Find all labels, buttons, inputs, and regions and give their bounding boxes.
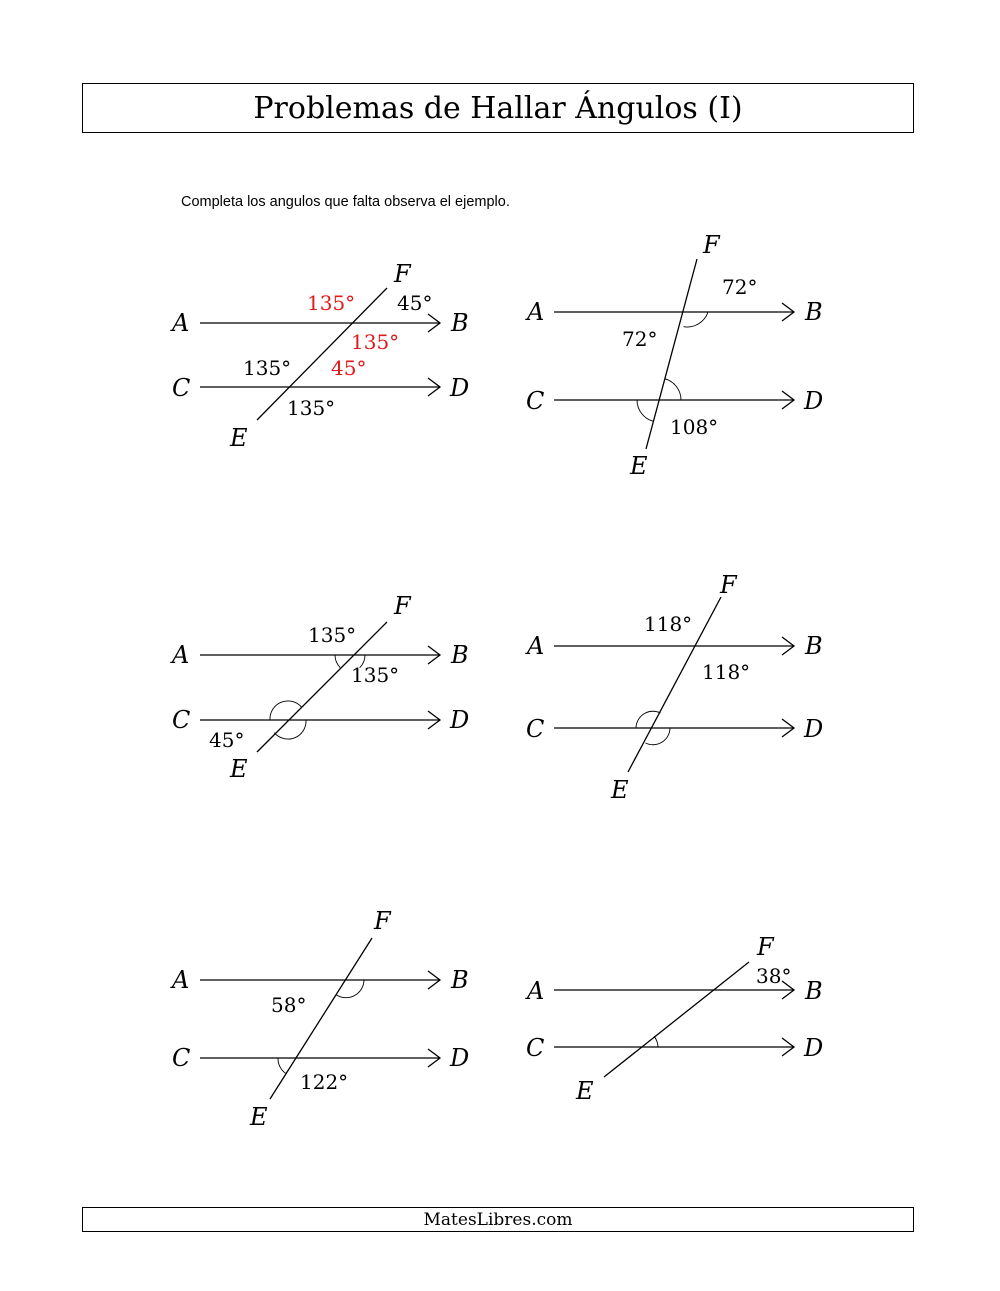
angle-arc [684, 312, 709, 327]
label-f: F [720, 571, 737, 599]
label-d: D [450, 706, 470, 734]
label-c: C [172, 706, 191, 734]
label-a: A [172, 309, 190, 337]
instructions: Completa los angulos que falta observa el ejemplo. [181, 194, 510, 210]
label-d: D [450, 1044, 470, 1072]
label-b: B [805, 977, 823, 1005]
label-f: F [394, 260, 411, 288]
problem-5-figure [170, 907, 469, 1131]
angle-arc [337, 980, 365, 998]
angle-arc [278, 1058, 286, 1073]
label-e: E [630, 452, 648, 480]
label-d: D [804, 715, 824, 743]
angle-arc [646, 728, 671, 745]
angle-arc [270, 701, 302, 720]
label-a: A [527, 632, 545, 660]
label-c: C [526, 387, 545, 415]
angle-label: 58° [271, 993, 307, 1017]
angle-label: 72° [622, 327, 658, 351]
label-c: C [526, 715, 545, 743]
label-e: E [611, 776, 629, 804]
angle-arc [654, 1036, 658, 1047]
problem-2-figure [525, 231, 823, 480]
label-a: A [527, 298, 545, 326]
problem-3-figure [170, 592, 469, 783]
footer: MatesLibres.com [82, 1207, 914, 1232]
problem-1-figure [170, 260, 469, 452]
angle-label: 45° [209, 728, 245, 752]
label-b: B [451, 641, 469, 669]
transversal-ef [604, 962, 749, 1077]
label-f: F [757, 933, 774, 961]
label-c: C [172, 374, 191, 402]
angle-label: 135° [351, 330, 400, 354]
label-e: E [250, 1103, 268, 1131]
label-f: F [374, 907, 391, 935]
angle-label: 72° [722, 275, 758, 299]
angle-label: 135° [287, 396, 336, 420]
label-b: B [451, 309, 469, 337]
label-d: D [804, 1034, 824, 1062]
label-c: C [526, 1034, 545, 1062]
label-b: B [805, 632, 823, 660]
label-a: A [172, 641, 190, 669]
angle-arc [335, 655, 340, 668]
angle-label: 135° [308, 623, 357, 647]
angle-label: 118° [644, 612, 693, 636]
angle-label: 135° [351, 663, 400, 687]
angle-label: 38° [756, 964, 792, 988]
label-e: E [576, 1077, 594, 1105]
label-f: F [703, 231, 720, 259]
label-a: A [527, 977, 545, 1005]
angle-label: 118° [702, 660, 751, 684]
angle-label: 45° [397, 291, 433, 315]
label-c: C [172, 1044, 191, 1072]
problem-6-figure [525, 933, 823, 1105]
label-b: B [451, 966, 469, 994]
label-f: F [394, 592, 411, 620]
angle-label: 45° [331, 356, 367, 380]
page-title: Problemas de Hallar Ángulos (I) [82, 83, 914, 133]
label-d: D [450, 374, 470, 402]
angle-label: 122° [300, 1070, 349, 1094]
angle-arc [636, 711, 661, 728]
label-e: E [230, 755, 248, 783]
problem-4-figure [525, 571, 823, 804]
angle-label: 108° [670, 415, 719, 439]
angle-arc [637, 400, 654, 421]
label-b: B [805, 298, 823, 326]
angle-label: 135° [307, 291, 356, 315]
label-a: A [172, 966, 190, 994]
label-e: E [230, 424, 248, 452]
angle-label: 135° [243, 356, 292, 380]
angle-arc [665, 379, 682, 400]
label-d: D [804, 387, 824, 415]
